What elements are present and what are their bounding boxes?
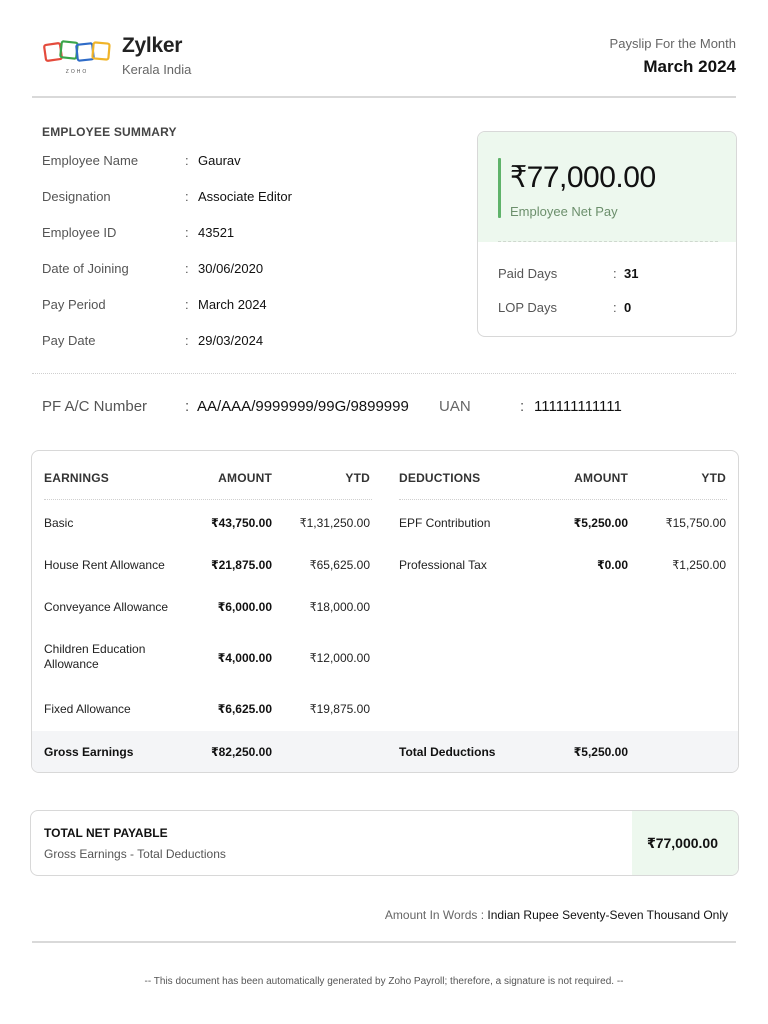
payslip-month-block (610, 36, 736, 77)
pf-colon: : (185, 398, 190, 415)
net-payable-amount: ₹77,000.00 (646, 835, 718, 851)
employee-summary-title: EMPLOYEE SUMMARY (42, 125, 177, 139)
summary-value: Associate Editor (198, 189, 292, 204)
earnings-ytd-header: YTD (345, 471, 370, 485)
earnings-header-divider (44, 499, 372, 500)
totals-row (32, 731, 738, 773)
earning-name: Children Education Allowance (44, 642, 146, 671)
net-pay-accent-bar (498, 158, 501, 218)
earning-amount: ₹21,875.00 (211, 558, 272, 572)
summary-colon: : (185, 261, 189, 276)
summary-colon: : (185, 333, 189, 348)
summary-value: 29/03/2024 (198, 333, 264, 348)
uan-colon: : (520, 398, 525, 415)
zoho-logo (42, 36, 112, 76)
deductions-ytd-header: YTD (701, 471, 726, 485)
earning-name: Fixed Allowance (44, 702, 131, 716)
uan-label: UAN (439, 398, 471, 415)
summary-colon: : (185, 189, 189, 204)
earning-amount: ₹4,000.00 (217, 651, 272, 665)
summary-value: 30/06/2020 (198, 261, 264, 276)
total-deductions-label: Total Deductions (399, 745, 496, 759)
lop-days-value: 0 (624, 300, 632, 315)
deduction-ytd: ₹15,750.00 (665, 516, 726, 530)
summary-colon: : (185, 297, 189, 312)
footer-note: -- This document has been automatically generated by Zoho Payroll; therefore, a signature is not required. -- (144, 976, 624, 987)
earning-ytd: ₹12,000.00 (309, 651, 370, 665)
paid-days-colon: : (613, 266, 617, 281)
company-block (122, 34, 191, 77)
summary-value: 43521 (198, 225, 235, 240)
footer-divider (32, 941, 736, 943)
lop-days-label: LOP Days (498, 300, 558, 315)
deductions-amount-header: AMOUNT (574, 471, 628, 485)
amount-in-words (385, 908, 728, 922)
lop-days-row (498, 300, 718, 320)
summary-row-pay-date (42, 333, 462, 369)
payslip-month-label: Payslip For the Month (609, 36, 736, 51)
company-name: Zylker (122, 34, 183, 57)
summary-label: Employee ID (42, 225, 117, 240)
earnings-header: EARNINGS (44, 471, 109, 485)
earning-name: Basic (44, 516, 74, 530)
earning-amount: ₹6,625.00 (217, 702, 272, 716)
total-deductions-amount: ₹5,250.00 (573, 745, 628, 759)
deduction-amount: ₹0.00 (597, 558, 628, 572)
deductions-header: DEDUCTIONS (399, 471, 481, 485)
employee-summary (42, 153, 462, 369)
deduction-amount: ₹5,250.00 (573, 516, 628, 530)
earning-amount: ₹43,750.00 (211, 516, 272, 530)
summary-label: Date of Joining (42, 261, 129, 276)
uan-value: 111111111111 (534, 398, 622, 415)
pf-row (42, 398, 742, 420)
header-divider (32, 96, 736, 98)
deduction-ytd: ₹1,250.00 (672, 558, 726, 572)
earning-name: House Rent Allowance (44, 558, 165, 572)
payslip-header (32, 28, 736, 98)
amount-in-words-label: Amount In Words : (384, 908, 485, 922)
net-payable-subtitle: Gross Earnings - Total Deductions (44, 847, 226, 861)
deduction-name: Professional Tax (399, 558, 487, 572)
pf-value: AA/AAA/9999999/99G/9899999 (197, 398, 409, 415)
earning-ytd: ₹65,625.00 (309, 558, 370, 572)
deduction-name: EPF Contribution (399, 516, 491, 530)
earning-name: Conveyance Allowance (44, 600, 169, 614)
summary-colon: : (185, 225, 189, 240)
summary-row-designation (42, 189, 462, 225)
summary-row-pay-period (42, 297, 462, 333)
summary-row-employee-name (42, 153, 462, 189)
lop-days-colon: : (613, 300, 617, 315)
pf-label: PF A/C Number (42, 398, 148, 415)
summary-label: Designation (42, 189, 111, 204)
summary-row-date-of-joining (42, 261, 462, 297)
amount-in-words-value: Indian Rupee Seventy-Seven Thousand Only (487, 908, 728, 922)
summary-label: Pay Date (42, 333, 96, 348)
net-payable-title: TOTAL NET PAYABLE (44, 826, 168, 840)
net-pay-amount: ₹77,000.00 (510, 161, 656, 194)
net-pay-label: Employee Net Pay (510, 204, 618, 219)
summary-row-employee-id (42, 225, 462, 261)
gross-earnings-amount: ₹82,250.00 (211, 745, 272, 759)
net-pay-divider (498, 241, 718, 242)
svg-text:ZOHO: ZOHO (65, 69, 89, 75)
paid-days-label: Paid Days (498, 266, 558, 281)
earning-ytd: ₹18,000.00 (309, 600, 370, 614)
deductions-header-divider (399, 499, 727, 500)
company-location: Kerala India (122, 62, 192, 77)
summary-label: Employee Name (42, 153, 139, 168)
summary-value: Gaurav (198, 153, 241, 168)
payslip-month-value: March 2024 (643, 57, 736, 76)
total-net-payable-box (30, 810, 739, 876)
earning-amount: ₹6,000.00 (217, 600, 272, 614)
summary-colon: : (185, 153, 189, 168)
summary-label: Pay Period (42, 297, 106, 312)
net-pay-card (477, 131, 737, 337)
earnings-amount-header: AMOUNT (218, 471, 272, 485)
gross-earnings-label: Gross Earnings (44, 745, 134, 759)
summary-divider (32, 373, 736, 374)
summary-value: March 2024 (198, 297, 267, 312)
earning-ytd: ₹19,875.00 (309, 702, 370, 716)
paid-days-value: 31 (624, 266, 639, 281)
earning-ytd: ₹1,31,250.00 (299, 516, 370, 530)
earnings-deductions-table (31, 450, 739, 773)
paid-days-row (498, 266, 718, 286)
